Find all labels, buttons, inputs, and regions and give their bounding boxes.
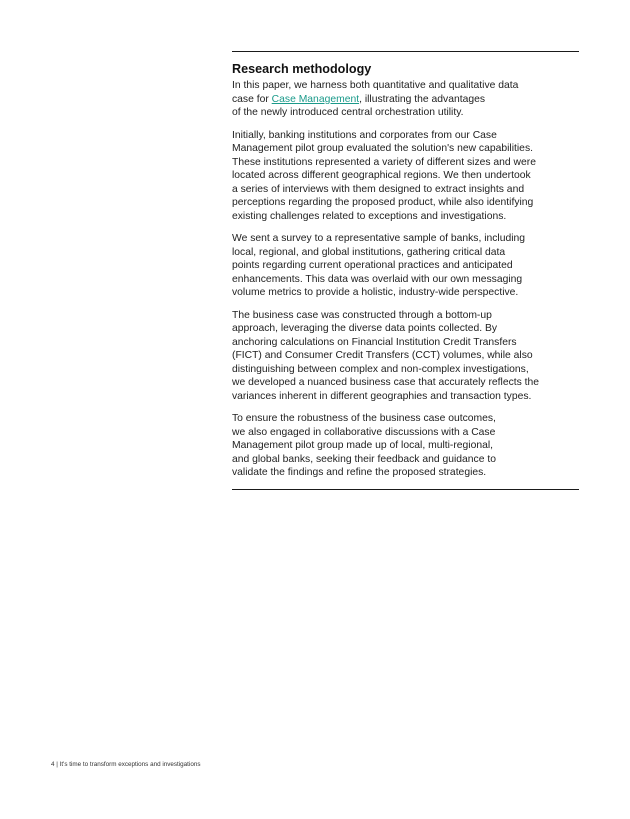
text-line: enhancements. This data was overlaid with our own messaging <box>232 273 523 285</box>
paragraph-survey <box>232 232 579 300</box>
page-footer: 4 | It's time to transform exceptions and investigations <box>51 761 201 768</box>
text-line: In this paper, we harness both quantitative and qualitative data <box>232 80 519 91</box>
text-line: existing challenges related to exceptions and investigations. <box>232 210 507 222</box>
top-divider <box>232 51 579 52</box>
text-line: Management pilot group made up of local, multi-regional, <box>232 440 494 451</box>
text-line: Management pilot group evaluated the solution's new capabilities. <box>232 143 533 154</box>
text-line: perceptions regarding the proposed product, while also identifying <box>232 197 534 208</box>
text-fragment: case for <box>232 93 272 105</box>
paragraph-business-case <box>232 309 579 404</box>
paragraph-robustness <box>232 412 579 480</box>
section-heading: Research methodology <box>232 62 372 76</box>
bottom-divider <box>232 489 579 490</box>
text-line: a series of interviews with them designed to extract insights and <box>232 183 525 195</box>
research-methodology-section <box>232 51 579 490</box>
text-line: points regarding current operational practices and anticipated <box>232 260 513 271</box>
case-management-link[interactable]: Case Management <box>271 93 360 105</box>
text-fragment: , illustrating the advantages <box>359 93 486 105</box>
text-line: of the newly introduced central orchestration utility. <box>232 107 464 118</box>
text-line: volume metrics to provide a holistic, industry-wide perspective. <box>232 287 519 298</box>
text-line: These institutions represented a variety of different sizes and were <box>232 156 536 168</box>
text-line: anchoring calculations on Financial Institution Credit Transfers <box>232 336 517 348</box>
text-line: variances inherent in different geographies and transaction types. <box>232 390 532 402</box>
text-line: and global banks, seeking their feedback and guidance to <box>232 453 496 465</box>
paragraph-pilot-evaluation <box>232 129 579 224</box>
text-line: validate the findings and refine the proposed strategies. <box>232 467 487 478</box>
text-line: we also engaged in collaborative discussions with a Case <box>232 426 496 438</box>
text-line: approach, leveraging the diverse data points collected. By <box>232 323 498 334</box>
text-line: (FICT) and Consumer Credit Transfers (CCT) volumes, while also <box>232 350 533 361</box>
text-line: To ensure the robustness of the business case outcomes, <box>232 413 496 424</box>
text-line: We sent a survey to a representative sample of banks, including <box>232 233 526 244</box>
text-line: The business case was constructed through a bottom-up <box>232 309 492 321</box>
text-line: distinguishing between complex and non-complex investigations, <box>232 363 529 375</box>
paragraph-intro <box>232 79 579 120</box>
text-line: we developed a nuanced business case that accurately reflects the <box>232 377 540 388</box>
text-line: local, regional, and global institutions, gathering critical data <box>232 246 506 258</box>
text-line: located across different geographical regions. We then undertook <box>232 170 531 181</box>
text-line <box>232 93 579 107</box>
text-line: Initially, banking institutions and corporates from our Case <box>232 129 497 141</box>
